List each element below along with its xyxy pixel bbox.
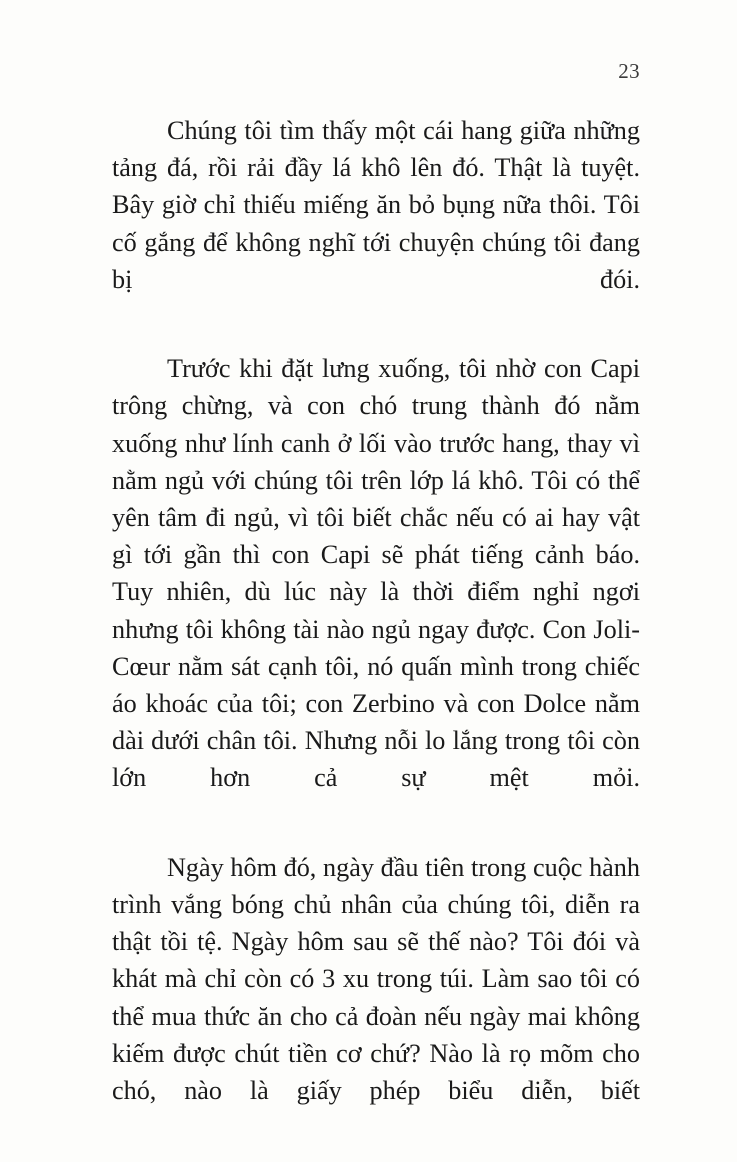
paragraph-1: Chúng tôi tìm thấy một cái hang giữa những tảng đá, rồi rải đầy lá khô lên đó. Thật là tuyệt. Bây giờ chỉ thiếu miếng ăn bỏ bụng nữa thôi. Tôi cố gắng để không nghĩ tới chuyện chúng tôi đang bị đói. [112, 116, 640, 294]
paragraph-2: Trước khi đặt lưng xuống, tôi nhờ con Capi trông chừng, và con chó trung thành đó nằm xuống như lính canh ở lối vào trước hang, thay vì nằm ngủ với chúng tôi trên lớp lá khô. Tôi có thể yên tâm đi ngủ, vì tôi biết chắc nếu có ai hay vật gì tới gần thì con Capi sẽ phát tiếng cảnh báo. Tuy nhiên, dù lúc này là thời điểm nghỉ ngơi nhưng tôi không tài nào ngủ ngay được. Con Joli-Cœur nằm sát cạnh tôi, nó quấn mình trong chiếc áo khoác của tôi; con Zerbino và con Dolce nằm dài dưới chân tôi. Nhưng nỗi lo lắng trong tôi còn lớn hơn cả sự mệt mỏi. [112, 354, 640, 793]
body-text-block [112, 112, 640, 1146]
paragraph-3: Ngày hôm đó, ngày đầu tiên trong cuộc hành trình vắng bóng chủ nhân của chúng tôi, diễn ra thật tồi tệ. Ngày hôm sau sẽ thế nào? Tôi đói và khát mà chỉ còn có 3 xu trong túi. Làm sao tôi có thể mua thức ăn cho cả đoàn nếu ngày mai không kiếm được chút tiền cơ chứ? Nào là rọ mõm cho chó, nào là giấy phép biểu diễn, biết [112, 852, 640, 1106]
page-number: 23 [618, 59, 640, 83]
folio-area [112, 56, 640, 86]
